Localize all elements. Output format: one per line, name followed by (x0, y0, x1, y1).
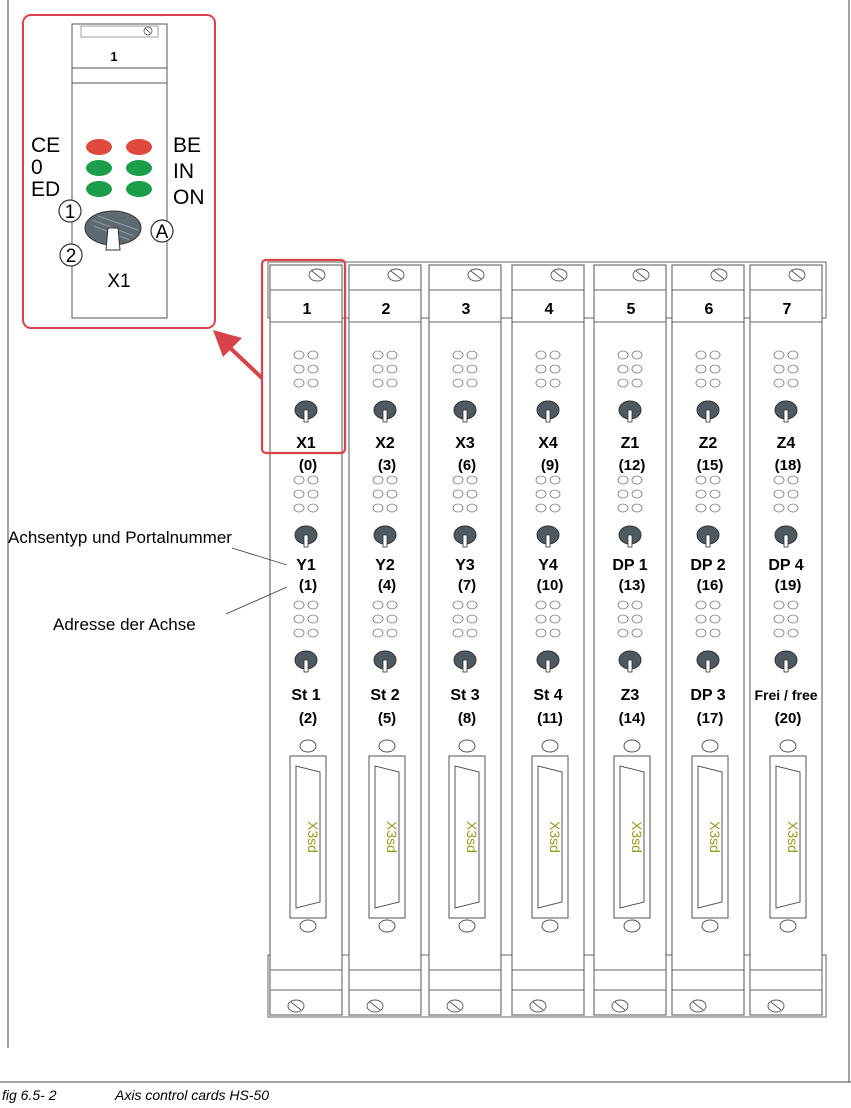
axis-name: St 3 (450, 687, 480, 704)
axis-name: Z2 (698, 435, 718, 452)
axis-address: (4) (377, 577, 397, 594)
axis-name: Z4 (776, 435, 796, 452)
axis-address: (20) (774, 710, 802, 727)
axis-card (672, 265, 744, 1015)
annotation-axis-address: Adresse der Achse (53, 615, 196, 634)
axis-address: (12) (618, 457, 646, 474)
axis-name: Frei / free (754, 687, 818, 703)
led-label-on: ON (173, 186, 205, 209)
callout-1-label: 1 (64, 202, 76, 223)
axis-name: X1 (296, 435, 316, 452)
zoom-arrow-icon (213, 330, 262, 378)
axis-name: Y3 (455, 557, 475, 574)
connector-label: X3sd (707, 821, 723, 853)
led-label-in: IN (173, 160, 194, 183)
axis-address: (14) (618, 710, 646, 727)
card-number: 7 (782, 301, 792, 318)
axis-card (270, 265, 342, 1015)
axis-address: (7) (457, 577, 477, 594)
axis-name: X3 (455, 435, 475, 452)
callout-a-label: A (155, 222, 169, 243)
led-label-be: BE (173, 134, 202, 157)
led-label-0: 0 (31, 156, 43, 179)
axis-name: Z3 (620, 687, 640, 704)
axis-address: (8) (457, 710, 477, 727)
figure-number: fig 6.5- 2 (2, 1087, 57, 1103)
connector-label: X3sd (305, 821, 321, 853)
led-green-icon (126, 160, 152, 176)
card-number: 2 (381, 301, 391, 318)
axis-card (349, 265, 421, 1015)
connector-label: X3sd (785, 821, 801, 853)
figure-caption: Axis control cards HS-50 (115, 1087, 270, 1103)
led-label-ce: CE (31, 134, 61, 157)
card-number: 4 (544, 301, 554, 318)
axis-address: (3) (377, 457, 397, 474)
zoom-axis-label: X1 (107, 271, 131, 292)
cards-layer (270, 265, 822, 1015)
axis-address: (6) (457, 457, 477, 474)
axis-name: Z1 (620, 435, 640, 452)
axis-card (512, 265, 584, 1015)
led-green-icon (86, 160, 112, 176)
card-number: 3 (461, 301, 471, 318)
led-red-icon (126, 139, 152, 155)
led-green-icon (126, 181, 152, 197)
axis-name: St 2 (370, 687, 400, 704)
axis-card (594, 265, 666, 1015)
card-number: 1 (302, 301, 312, 318)
axis-address: (19) (774, 577, 802, 594)
axis-name: X4 (538, 435, 558, 452)
axis-address: (9) (540, 457, 560, 474)
axis-address: (16) (696, 577, 724, 594)
led-green-icon (86, 181, 112, 197)
connector-label: X3sd (384, 821, 400, 853)
connector-label: X3sd (629, 821, 645, 853)
led-red-icon (86, 139, 112, 155)
axis-card (429, 265, 501, 1015)
axis-card (750, 265, 822, 1015)
callout-2-label: 2 (65, 246, 77, 267)
led-label-ed: ED (31, 178, 61, 201)
axis-name: St 4 (533, 687, 563, 704)
zoom-card-number: 1 (110, 49, 118, 64)
axis-name: St 1 (291, 687, 321, 704)
axis-address: (10) (536, 577, 564, 594)
connector-label: X3sd (547, 821, 563, 853)
axis-name: DP 1 (612, 557, 648, 574)
axis-address: (17) (696, 710, 724, 727)
axis-address: (0) (298, 457, 318, 474)
axis-address: (1) (298, 577, 318, 594)
zoom-detail (23, 15, 215, 328)
axis-address: (15) (696, 457, 724, 474)
annotation-axis-type: Achsentyp und Portalnummer (8, 528, 232, 547)
axis-name: X2 (375, 435, 395, 452)
card-number: 5 (626, 301, 636, 318)
axis-address: (11) (537, 710, 563, 727)
axis-address: (13) (618, 577, 646, 594)
axis-name: DP 4 (768, 557, 804, 574)
axis-name: DP 2 (690, 557, 726, 574)
axis-address: (5) (377, 710, 397, 727)
axis-name: Y2 (375, 557, 395, 574)
connector-label: X3sd (464, 821, 480, 853)
axis-address: (2) (298, 710, 318, 727)
axis-address: (18) (774, 457, 802, 474)
card-number: 6 (704, 301, 714, 318)
axis-name: DP 3 (690, 687, 726, 704)
axis-name: Y1 (296, 557, 316, 574)
axis-name: Y4 (538, 557, 558, 574)
